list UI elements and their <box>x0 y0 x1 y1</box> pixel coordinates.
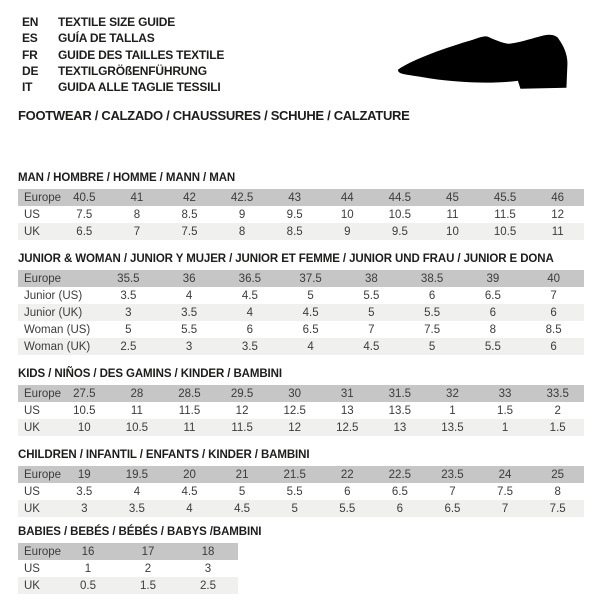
size-cell: 11 <box>183 421 196 434</box>
size-table <box>18 543 238 594</box>
size-cell: 6.5 <box>76 225 93 238</box>
size-cell: 22.5 <box>388 468 412 481</box>
size-cell: 23.5 <box>441 468 464 481</box>
size-cell: 11 <box>551 225 564 238</box>
size-cell: 45 <box>446 191 459 204</box>
size-cell: 7 <box>550 289 557 302</box>
size-cell: 7 <box>368 323 375 336</box>
size-cell: 4 <box>186 502 193 515</box>
size-cell: 33.5 <box>546 387 569 400</box>
size-cell: 13.5 <box>388 404 412 417</box>
size-cell: 29.5 <box>230 387 254 400</box>
row-label: Europe <box>24 387 62 400</box>
size-cell: 6.5 <box>444 502 461 515</box>
size-cell: 2.5 <box>120 340 137 353</box>
table-row <box>18 321 584 338</box>
size-cell: 10.5 <box>388 208 412 221</box>
size-cell: 7 <box>449 485 456 498</box>
size-cell: 1 <box>449 404 456 417</box>
row-label: US <box>24 404 40 417</box>
table-row <box>18 189 584 206</box>
row-label: Europe <box>24 545 62 558</box>
size-cell: 6 <box>246 323 254 336</box>
size-cell: 10.5 <box>73 404 96 417</box>
size-cell: 17 <box>141 545 155 558</box>
size-cell: 36 <box>182 272 196 285</box>
size-cell: 32 <box>446 387 459 400</box>
size-cell: 7.5 <box>181 225 198 238</box>
size-cell: 40 <box>547 272 561 285</box>
size-cell: 3.5 <box>241 340 258 353</box>
size-cell: 9 <box>238 208 246 221</box>
size-cell: 1.5 <box>140 579 156 592</box>
size-cell: 35.5 <box>117 272 140 285</box>
size-cell: 19 <box>77 468 91 481</box>
size-cell: 9.5 <box>286 208 303 221</box>
size-cell: 8.5 <box>286 225 303 238</box>
row-label: US <box>24 485 40 498</box>
size-cell: 44 <box>340 191 354 204</box>
size-cell: 7.5 <box>549 502 566 515</box>
size-cell: 31.5 <box>388 387 412 400</box>
size-cell: 0.5 <box>80 579 96 592</box>
size-cell: 8.5 <box>545 323 562 336</box>
row-label: US <box>24 562 40 575</box>
size-cell: 10 <box>340 208 354 221</box>
row-label: Europe <box>24 272 62 285</box>
language-title: TEXTILE SIZE GUIDE <box>58 15 176 29</box>
size-cell: 4.5 <box>241 289 258 302</box>
size-cell: 4.5 <box>234 502 251 515</box>
table-row <box>18 385 584 402</box>
size-cell: 12.5 <box>283 404 306 417</box>
row-label: Europe <box>24 191 62 204</box>
size-table <box>18 270 584 355</box>
size-cell: 10 <box>446 225 459 238</box>
size-section <box>18 449 600 517</box>
size-cell: 11.5 <box>231 421 253 434</box>
size-cell: 12 <box>288 421 302 434</box>
size-cell: 4 <box>185 289 193 302</box>
size-cell: 5 <box>238 485 246 498</box>
language-code: EN <box>22 15 39 29</box>
table-row <box>18 223 584 240</box>
table-row <box>18 287 584 304</box>
size-tables <box>18 172 600 594</box>
size-table <box>18 189 584 240</box>
size-cell: 4 <box>246 306 254 319</box>
language-code: IT <box>22 80 33 95</box>
size-cell: 27.5 <box>73 387 96 400</box>
size-cell: 2.5 <box>200 579 216 592</box>
row-label: UK <box>24 579 40 592</box>
size-cell: 28.5 <box>178 387 201 400</box>
size-cell: 1.5 <box>497 404 514 417</box>
size-cell: 43 <box>288 191 302 204</box>
size-cell: 8 <box>133 208 141 221</box>
table-row <box>18 577 238 594</box>
language-code: FR <box>22 47 38 62</box>
size-cell: 8 <box>554 485 561 498</box>
size-cell: 25 <box>551 468 565 481</box>
size-cell: 3 <box>81 502 88 515</box>
table-row <box>18 206 584 223</box>
size-cell: 30 <box>288 387 302 400</box>
size-cell: 5.5 <box>424 306 441 319</box>
size-cell: 5 <box>368 306 375 319</box>
table-row <box>18 419 584 436</box>
size-cell: 6.5 <box>484 289 501 302</box>
size-cell: 22 <box>340 468 354 481</box>
size-cell: 20 <box>183 468 196 481</box>
table-row <box>18 304 584 321</box>
size-cell: 6 <box>396 502 404 515</box>
table-row <box>18 270 584 287</box>
section-title: BABIES / BEBÉS / BÉBÉS / BABYS /BAMBINI <box>18 526 262 539</box>
size-cell: 5 <box>428 340 436 353</box>
size-cell: 4 <box>307 340 314 353</box>
table-row <box>18 402 584 419</box>
size-cell: 3 <box>125 306 132 319</box>
size-cell: 4.5 <box>302 306 319 319</box>
size-cell: 21 <box>235 468 249 481</box>
row-label: UK <box>24 225 40 238</box>
size-cell: 1 <box>501 421 509 434</box>
size-cell: 33 <box>498 387 512 400</box>
language-title: TEXTILGRÖßENFÜHRUNG <box>58 63 207 78</box>
size-cell: 13 <box>340 404 354 417</box>
size-cell: 11.5 <box>494 208 516 221</box>
size-cell: 9 <box>344 225 351 238</box>
table-row <box>18 543 238 560</box>
size-cell: 10 <box>77 421 91 434</box>
size-cell: 44.5 <box>388 191 412 204</box>
section-title: JUNIOR & WOMAN / JUNIOR Y MUJER / JUNIOR ET FEMME / JUNIOR UND FRAU / JUNIOR E DONA <box>18 253 554 266</box>
section-title: MAN / HOMBRE / HOMME / MANN / MAN <box>18 172 236 185</box>
size-cell: 5.5 <box>181 323 198 336</box>
size-cell: 39 <box>486 272 500 285</box>
size-cell: 3.5 <box>76 485 93 498</box>
size-cell: 18 <box>201 545 215 558</box>
size-cell: 6.5 <box>302 323 319 336</box>
size-cell: 40.5 <box>73 191 96 204</box>
size-cell: 28 <box>130 387 144 400</box>
table-row <box>18 560 238 577</box>
row-label: Junior (UK) <box>24 306 83 319</box>
size-cell: 11.5 <box>178 404 201 417</box>
size-cell: 6 <box>550 340 557 353</box>
size-cell: 10.5 <box>125 421 149 434</box>
row-label: UK <box>24 502 40 515</box>
row-label: UK <box>24 421 40 434</box>
size-cell: 13 <box>393 421 407 434</box>
size-cell: 11 <box>130 404 143 417</box>
size-cell: 19.5 <box>125 468 149 481</box>
size-cell: 21.5 <box>283 468 306 481</box>
size-cell: 4.5 <box>181 485 198 498</box>
size-cell: 3 <box>204 562 212 575</box>
size-cell: 11 <box>446 208 459 221</box>
shoe-icon <box>394 30 572 93</box>
language-code: ES <box>22 31 38 46</box>
size-cell: 6 <box>428 289 436 302</box>
size-cell: 5.5 <box>484 340 501 353</box>
size-cell: 37.5 <box>299 272 322 285</box>
language-title: GUÍA DE TALLAS <box>58 31 155 46</box>
size-cell: 5 <box>125 323 132 336</box>
language-code: DE <box>22 63 39 78</box>
size-cell: 38 <box>364 272 378 285</box>
size-cell: 3.5 <box>120 289 137 302</box>
size-cell: 45.5 <box>493 191 517 204</box>
size-cell: 16 <box>81 545 95 558</box>
size-cell: 8 <box>489 323 497 336</box>
size-cell: 2 <box>554 404 561 417</box>
size-section <box>18 368 600 436</box>
size-cell: 46 <box>551 191 565 204</box>
size-cell: 7.5 <box>497 485 514 498</box>
size-cell: 10.5 <box>493 225 517 238</box>
size-cell: 42.5 <box>230 191 254 204</box>
section-title: KIDS / NIÑOS / DES GAMINS / KINDER / BAMBINI <box>18 368 282 381</box>
size-cell: 3.5 <box>128 502 145 515</box>
row-label: Woman (UK) <box>24 340 91 353</box>
language-title: GUIDA ALLE TAGLIE TESSILI <box>58 80 221 95</box>
row-label: Junior (US) <box>24 289 83 302</box>
size-cell: 12 <box>235 404 249 417</box>
size-section <box>18 526 600 594</box>
size-cell: 38.5 <box>420 272 444 285</box>
size-cell: 3.5 <box>181 306 198 319</box>
section-title: CHILDREN / INFANTIL / ENFANTS / KINDER / BAMBINI <box>18 449 310 462</box>
row-label: Woman (US) <box>24 323 91 336</box>
language-row <box>22 14 600 30</box>
size-cell: 8.5 <box>181 208 198 221</box>
size-cell: 5 <box>307 289 314 302</box>
size-cell: 31 <box>340 387 354 400</box>
size-cell: 1 <box>84 562 92 575</box>
table-row <box>18 483 584 500</box>
table-row <box>18 338 584 355</box>
size-cell: 4.5 <box>363 340 380 353</box>
size-cell: 9.5 <box>391 225 408 238</box>
size-cell: 6 <box>550 306 557 319</box>
size-cell: 7 <box>501 502 509 515</box>
size-cell: 5.5 <box>363 289 380 302</box>
size-cell: 6 <box>489 306 497 319</box>
size-cell: 1.5 <box>549 421 566 434</box>
table-row <box>18 500 584 517</box>
size-cell: 6.5 <box>391 485 408 498</box>
size-cell: 7.5 <box>76 208 93 221</box>
size-cell: 6 <box>344 485 351 498</box>
size-table <box>18 385 584 436</box>
size-cell: 36.5 <box>238 272 262 285</box>
size-cell: 7 <box>133 225 141 238</box>
size-cell: 2 <box>144 562 152 575</box>
size-cell: 12.5 <box>336 421 359 434</box>
language-title: GUIDE DES TAILLES TEXTILE <box>58 47 225 62</box>
size-cell: 3 <box>185 340 193 353</box>
size-cell: 7.5 <box>424 323 441 336</box>
size-section <box>18 172 600 240</box>
size-cell: 8 <box>238 225 246 238</box>
size-cell: 5.5 <box>286 485 303 498</box>
size-cell: 5.5 <box>339 502 356 515</box>
size-cell: 42 <box>183 191 196 204</box>
row-label: US <box>24 208 40 221</box>
size-cell: 41 <box>130 191 144 204</box>
size-table <box>18 466 584 517</box>
size-cell: 13.5 <box>441 421 464 434</box>
size-cell: 4 <box>133 485 141 498</box>
size-cell: 5 <box>291 502 298 515</box>
size-cell: 12 <box>551 208 565 221</box>
table-row <box>18 466 584 483</box>
category-line: FOOTWEAR / CALZADO / CHAUSSURES / SCHUHE / CALZATURE <box>18 108 410 124</box>
row-label: Europe <box>24 468 62 481</box>
size-section <box>18 253 600 355</box>
size-cell: 24 <box>498 468 512 481</box>
